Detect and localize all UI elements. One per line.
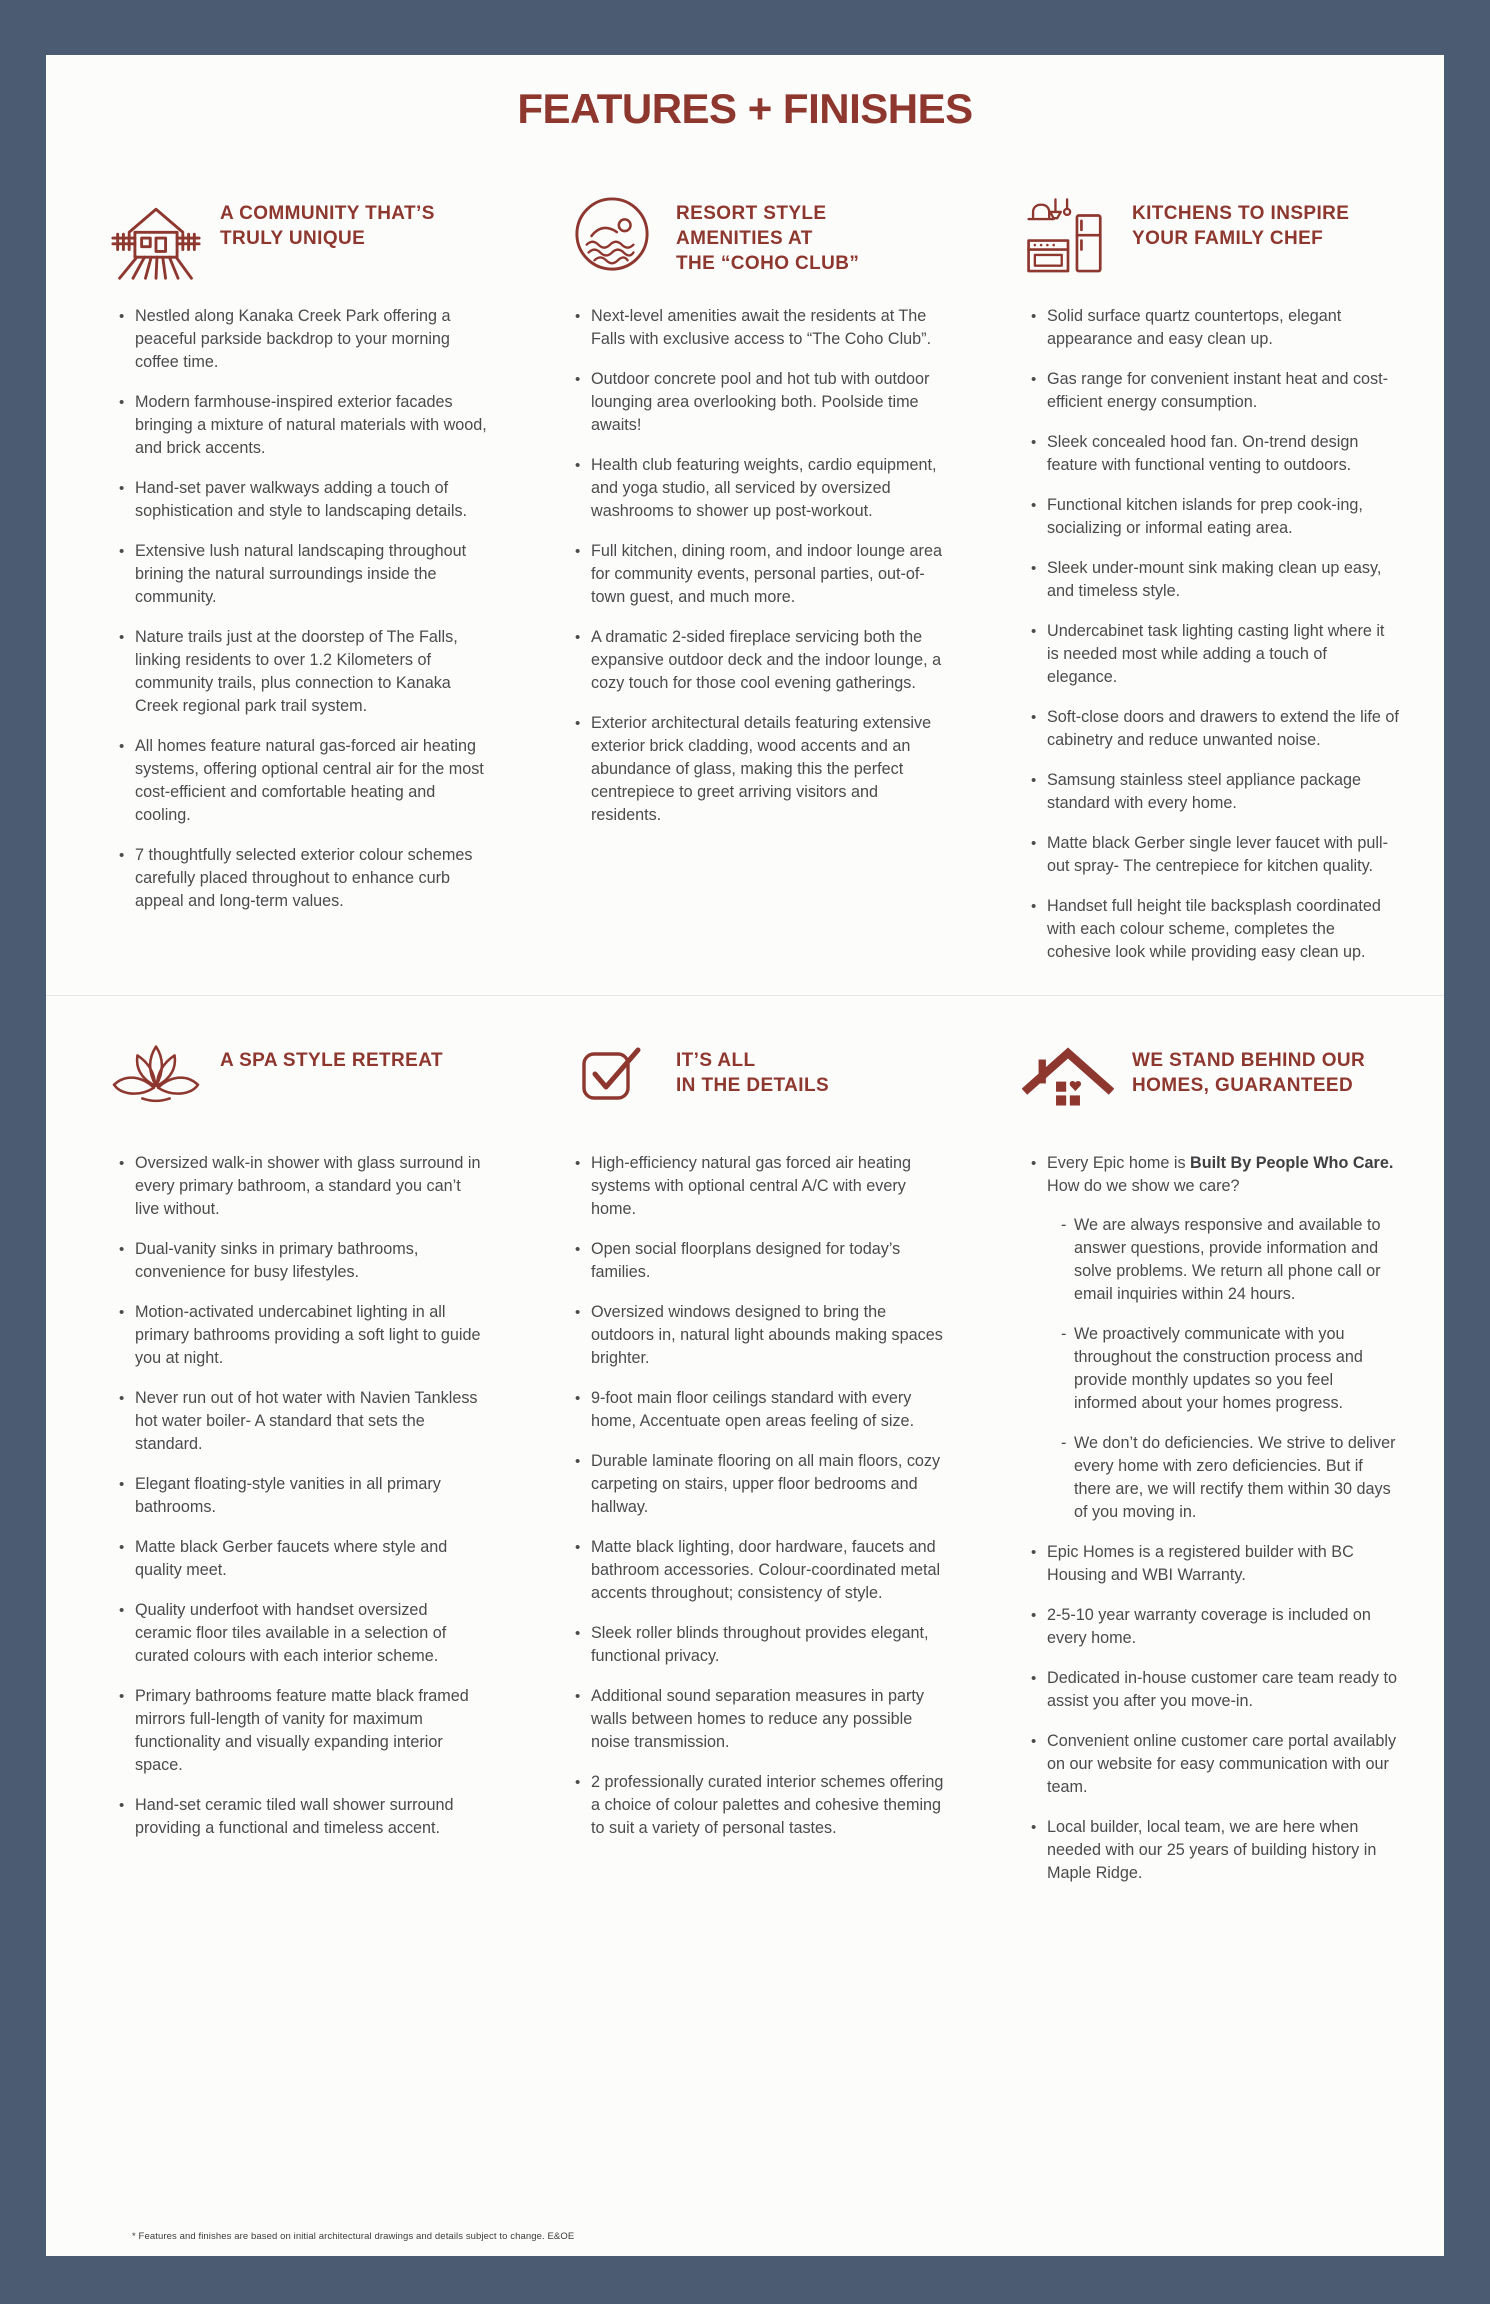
bullet-item: • Quality underfoot with handset oversized ceramic floor tiles available in a selection of curated colours with each interior scheme. [118, 1599, 488, 1668]
bullet-item: • Handset full height tile backsplash coordinated with each colour scheme, completes the cohesive look while providing easy clean up. [1030, 895, 1400, 964]
bullet-item: • Exterior architectural details featuring extensive exterior brick cladding, wood accents and an abundance of glass, making this the perfect centrepiece to greet arriving visitors and residents. [574, 712, 944, 827]
bullet-item: • Never run out of hot water with Navien Tankless hot water boiler- A standard that sets the standard. [118, 1387, 488, 1456]
bullet-item: • Motion-activated undercabinet lighting in all primary bathrooms providing a soft light to guide you at night. [118, 1301, 488, 1370]
sub-bullet-item: - We are always responsive and available to answer questions, provide information and solve problems. We return all phone call or email inquiries within 24 hours. [1061, 1214, 1400, 1306]
bullet-item: • Solid surface quartz countertops, elegant appearance and easy clean up. [1030, 305, 1400, 351]
bullet-item: • 7 thoughtfully selected exterior colour schemes carefully placed throughout to enhance curb appeal and long-term values. [118, 844, 488, 913]
footnote: * Features and finishes are based on initial architectural drawings and details subject to change. E&OE [132, 2231, 575, 2242]
bullet-item: • 2 professionally curated interior schemes offering a choice of colour palettes and cohesive theming to suit a variety of personal tastes. [574, 1771, 944, 1840]
bottom-sections-row [46, 1042, 1444, 1902]
document-page [46, 55, 1444, 2256]
lotus-icon [110, 1042, 202, 1106]
bullet-item: • Durable laminate flooring on all main floors, cozy carpeting on stairs, upper floor bedrooms and hallway. [574, 1450, 944, 1519]
bullet-item: • Gas range for convenient instant heat and cost-efficient energy consumption. [1030, 368, 1400, 414]
bullet-item: • 2-5-10 year warranty coverage is included on every home. [1030, 1604, 1400, 1650]
bullet-item: • Hand-set paver walkways adding a touch of sophistication and style to landscaping details. [118, 477, 488, 523]
farmhouse-icon [110, 195, 202, 281]
bullet-list [1002, 1152, 1400, 1885]
bullet-item: • Soft-close doors and drawers to extend the life of cabinetry and reduce unwanted noise. [1030, 706, 1400, 752]
bullet-item: • Oversized walk-in shower with glass surround in every primary bathroom, a standard you can’t live without. [118, 1152, 488, 1221]
page-title: FEATURES + FINISHES [517, 85, 973, 132]
check-square-icon [566, 1042, 658, 1106]
bullet-list [546, 305, 944, 827]
section-title: A COMMUNITY THAT’S TRULY UNIQUE [220, 203, 435, 249]
section-title: IT’S ALL IN THE DETAILS [676, 1050, 830, 1096]
bullet-item: • High-efficiency natural gas forced air heating systems with optional central A/C with every home. [574, 1152, 944, 1221]
section-header [90, 195, 488, 297]
bullet-item: • Primary bathrooms feature matte black framed mirrors full-length of vanity for maximum functionality and visually expanding interior space. [118, 1685, 488, 1777]
bullet-item: • Nestled along Kanaka Creek Park offering a peaceful parkside backdrop to your morning coffee time. [118, 305, 488, 374]
bullet-item: • Local builder, local team, we are here when needed with our 25 years of building history in Maple Ridge. [1030, 1816, 1400, 1885]
bullet-item: • Outdoor concrete pool and hot tub with outdoor lounging area overlooking both. Poolside time awaits! [574, 368, 944, 437]
bullet-item: • Hand-set ceramic tiled wall shower surround providing a functional and timeless accent. [118, 1794, 488, 1840]
bullet-item: • A dramatic 2-sided fireplace servicing both the expansive outdoor deck and the indoor lounge, a cozy touch for those cool evening gatherings. [574, 626, 944, 695]
bullet-item: • Convenient online customer care portal availably on our website for easy communication with our team. [1030, 1730, 1400, 1799]
bullet-item: • Next-level amenities await the residents at The Falls with exclusive access to “The Coho Club”. [574, 305, 944, 351]
section-guarantee [1002, 1042, 1400, 1902]
bullet-item: • Elegant floating-style vanities in all primary bathrooms. [118, 1473, 488, 1519]
section-resort [546, 195, 944, 981]
bullet-list [90, 1152, 488, 1840]
bullet-item: • Sleek concealed hood fan. On-trend design feature with functional venting to outdoors. [1030, 431, 1400, 477]
bullet-item: • Additional sound separation measures in party walls between homes to reduce any possible noise transmission. [574, 1685, 944, 1754]
bullet-item: • Matte black Gerber faucets where style and quality meet. [118, 1536, 488, 1582]
bullet-list [90, 305, 488, 913]
bullet-item: • Functional kitchen islands for prep cook-ing, socializing or informal eating area. [1030, 494, 1400, 540]
bullet-item: • All homes feature natural gas-forced air heating systems, offering optional central air for the most cost-efficient and comfortable heating and cooling. [118, 735, 488, 827]
bullet-list [1002, 305, 1400, 964]
section-header [90, 1042, 488, 1144]
section-header [1002, 1042, 1400, 1144]
bullet-item: • Open social floorplans designed for today’s families. [574, 1238, 944, 1284]
bullet-item: • Dedicated in-house customer care team ready to assist you after you move-in. [1030, 1667, 1400, 1713]
sub-bullet-list [1047, 1214, 1400, 1524]
section-title: WE STAND BEHIND OUR HOMES, GUARANTEED [1132, 1050, 1366, 1096]
section-header [546, 195, 944, 297]
bullet-list [546, 1152, 944, 1840]
sub-bullet-item: - We proactively communicate with you throughout the construction process and provide monthly updates so you feel informed about your homes progress. [1061, 1323, 1400, 1415]
bullet-item: • Every Epic home is Built By People Who Care. How do we show we care? - We are always responsive and available to answer questions, provide information and solve problems. We return all phone call or email inquiries within 24 hours. - We proactively communicate with you throughout the construction process and provide monthly updates so you feel informed about your homes progress. - We don’t do deficiencies. We strive to deliver every home with zero deficiencies. But if there are, we will rectify them within 30 days of you moving in. [1030, 1152, 1400, 1524]
section-title: A SPA STYLE RETREAT [220, 1050, 443, 1071]
bullet-item: • Samsung stainless steel appliance package standard with every home. [1030, 769, 1400, 815]
top-sections-row [46, 195, 1444, 981]
bullet-item: • Matte black lighting, door hardware, faucets and bathroom accessories. Colour-coordinated metal accents throughout; consistency of style. [574, 1536, 944, 1605]
kitchen-icon [1022, 195, 1114, 279]
swimmer-icon [566, 195, 658, 273]
bullet-item: • Full kitchen, dining room, and indoor lounge area for community events, personal parties, out-of-town guest, and much more. [574, 540, 944, 609]
section-community [90, 195, 488, 981]
section-header [1002, 195, 1400, 297]
bullet-item: • Dual-vanity sinks in primary bathrooms, convenience for busy lifestyles. [118, 1238, 488, 1284]
bullet-item: • Oversized windows designed to bring the outdoors in, natural light abounds making spaces brighter. [574, 1301, 944, 1370]
sub-bullet-item: - We don’t do deficiencies. We strive to deliver every home with zero deficiencies. But if there are, we will rectify them within 30 days of you moving in. [1061, 1432, 1400, 1524]
bullet-item: • Epic Homes is a registered builder with BC Housing and WBI Warranty. [1030, 1541, 1400, 1587]
bullet-item: • Sleek roller blinds throughout provides elegant, functional privacy. [574, 1622, 944, 1668]
section-divider [46, 995, 1444, 996]
bullet-item: • Undercabinet task lighting casting light where it is needed most while adding a touch of elegance. [1030, 620, 1400, 689]
bullet-item: • Nature trails just at the doorstep of The Falls, linking residents to over 1.2 Kilometers of community trails, plus connection to Kanaka Creek regional park trail system. [118, 626, 488, 718]
section-details [546, 1042, 944, 1902]
bullet-item: • 9-foot main floor ceilings standard with every home, Accentuate open areas feeling of size. [574, 1387, 944, 1433]
bullet-item: • Sleek under-mount sink making clean up easy, and timeless style. [1030, 557, 1400, 603]
bullet-item: • Health club featuring weights, cardio equipment, and yoga studio, all serviced by oversized washrooms to shower up post-workout. [574, 454, 944, 523]
section-kitchens [1002, 195, 1400, 981]
bullet-item: • Extensive lush natural landscaping throughout brining the natural surroundings inside the community. [118, 540, 488, 609]
bullet-item: • Matte black Gerber single lever faucet with pull-out spray- The centrepiece for kitchen quality. [1030, 832, 1400, 878]
bullet-item: • Modern farmhouse-inspired exterior facades bringing a mixture of natural materials with wood, and brick accents. [118, 391, 488, 460]
house-heart-icon [1022, 1042, 1114, 1112]
section-title: RESORT STYLE AMENITIES AT THE “COHO CLUB” [676, 203, 860, 274]
section-title: KITCHENS TO INSPIRE YOUR FAMILY CHEF [1132, 203, 1350, 249]
section-header [546, 1042, 944, 1144]
section-spa [90, 1042, 488, 1902]
